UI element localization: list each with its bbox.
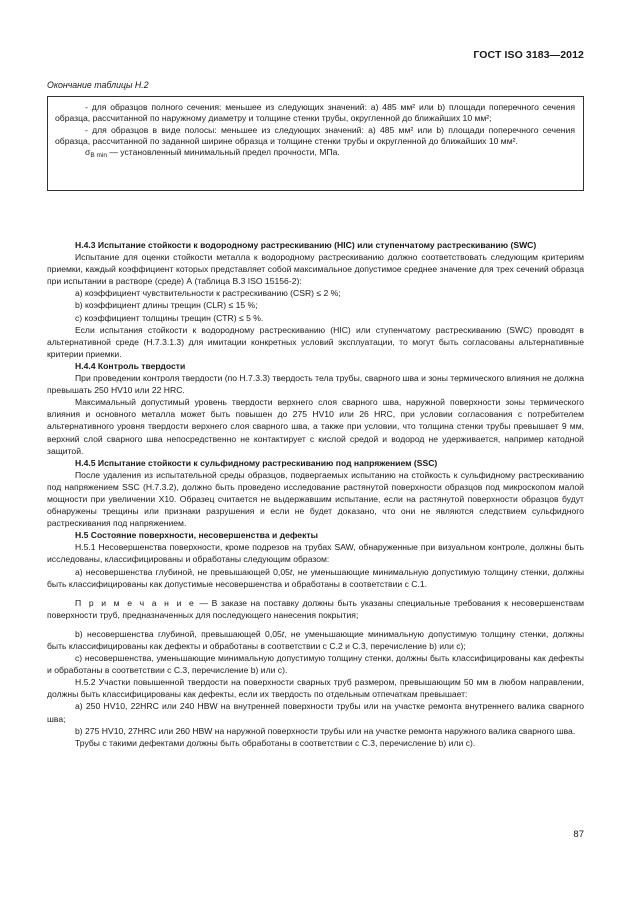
paragraph: При проведении контроля твердости (по Н.7.3.3) твердость тела трубы, сварного шва и зоны термического влияния не должна превышать 250 HV10 или 22 HRC.	[47, 373, 584, 396]
note-label: П р и м е ч а н и е	[75, 597, 196, 608]
text-fragment-italic: t	[281, 628, 285, 639]
text-fragment: , не уменьшающие минимальную допустимую толщину стенки, должны быть классифицированы как допустимые несовершенства и обработаны в соответствии с С.1.	[47, 566, 585, 589]
paragraph: Н.5.2 Участки повышенной твердости на поверхности сварных труб размером, превышающим 50 мм в любом направлении, должны быть классифицированы как дефекты, если их твердость по отдельным отпечаткам превышает:	[47, 677, 584, 700]
list-item	[47, 566, 584, 590]
table-row-sigma-definition	[55, 147, 575, 158]
section-heading-h45: Н.4.5 Испытание стойкости к сульфидному растрескиванию под напряжением (SSC)	[75, 457, 438, 468]
list-item: а) 250 HV10, 22HRC или 240 HBW на внутренней поверхности трубы или на участке ремонта внутреннего валика сварного шва;	[47, 701, 584, 724]
list-item	[47, 628, 584, 652]
text-fragment: b) несовершенства глубиной, превышающей 0,05	[75, 628, 282, 639]
page-number: 87	[573, 829, 584, 840]
paragraph: Если испытания стойкости к водородному растрескиванию (HIC) или ступенчатому растрескиванию (SWC) проводят в альтернативной среде (Н.7.3.1.3) для имитации конкретных условий эксплуатации, то могут быть согласованы альтернативные критерии приемки.	[47, 324, 584, 359]
paragraph: Максимальный допустимый уровень твердости верхнего слоя сварного шва, наружной поверхности зоны термического влияния и основного металла может быть повышен до 275 HV10 или 26 HRC, при условии согласования с потребителем альтернативного уровня твердости верхнего слоя сварного шва, а также при условии, что толщина стенки трубы превышает 9 мм, верхний слой сварного шва непосредственно не контактирует с кислой средой и водород не удерживается, например катодной защитой.	[47, 397, 584, 456]
paragraph: Трубы с такими дефектами должны быть обработаны в соответствии с С.3, перечисление b) или с).	[75, 737, 476, 748]
paragraph: Испытание для оценки стойкости металла к водородному растрескиванию должно соответствовать следующим критериям приемки, каждый коэффициент которых представляет собой максимальное допустимое среднее значение для трех сечений образца при испытании в растворе (среде) А (таблица В.3 ISO 15156-2):	[47, 252, 584, 287]
table-row-full-section: - для образцов полного сечения: меньшее из следующих значений: а) 485 мм² или b) площади поперечного сечения образца, рассчитанной по наружному диаметру и толщине стенки трубы, округленной до ближайших 10 мм²;	[55, 102, 575, 124]
paragraph: После удаления из испытательной среды образцов, подвергаемых испытанию на стойкость к сульфидному растрескиванию под напряжением SSC (Н.7.3.2), должно быть проведено исследование растянутой поверхности образцов под микроскопом малой мощности при увеличении Х10. Образец считается не выдержавшим испытание, если на растянутой поверхности образцов будут обнаружены трещины или признаки разрушения и если не будет доказано, что они не являются следствием сульфидного растрескивания под напряжением.	[47, 469, 584, 529]
table-continuation	[47, 96, 584, 191]
document-header: ГОСТ ISO 3183—2012	[473, 49, 584, 61]
text-fragment: , не уменьшающие минимальную допустимую толщину стенки, должны быть классифицированы как дефекты и обработаны в соответствии с С.2 и С.3, перечисление b) или с);	[47, 628, 584, 651]
list-item: b) коэффициент длины трещин (CLR) ≤ 15 %;	[75, 300, 258, 311]
note-text: — В заказе на поставку должны быть указаны специальные требования к несовершенствам поверхности труб, предназначенных для последующего нанесения покрытия;	[47, 597, 585, 620]
list-item: с) коэффициент толщины трещин (CTR) ≤ 5 %.	[75, 312, 264, 323]
sigma-subscript: B min	[90, 152, 107, 160]
text-fragment: а) несовершенства глубиной, не превышающей 0,05	[75, 566, 290, 577]
text-fragment-italic: t	[289, 566, 293, 577]
list-item: с) несовершенства, уменьшающие минимальную допустимую толщину стенки, должны быть классифицированы как дефекты и обработаны в соответствии с С.3, перечисление b) или с).	[47, 653, 584, 676]
sigma-symbol: σ	[85, 147, 91, 158]
section-heading-h43: Н.4.3 Испытание стойкости к водородному растрескиванию (HIC) или ступенчатому растрескиванию (SWC)	[75, 240, 537, 250]
list-item: b) 275 HV10, 27HRC или 260 HBW на наружной поверхности трубы или на участке ремонта наружного валика сварного шва.	[75, 725, 576, 736]
paragraph: Н.5.1 Несовершенства поверхности, кроме подрезов на трубах SAW, обнаруженные при визуальном контроле, должны быть исследованы, классифицированы и обработаны следующим образом:	[47, 542, 584, 565]
section-heading-h5: Н.5 Состояние поверхности, несовершенства и дефекты	[75, 530, 318, 541]
sigma-definition-text: — установленный минимальный предел прочности, МПа.	[106, 147, 340, 158]
note	[47, 597, 584, 621]
main-text	[47, 239, 584, 749]
list-item: а) коэффициент чувствительности к растрескиванию (CSR) ≤ 2 %;	[75, 288, 341, 299]
table-row-strip-specimen: - для образцов в виде полосы: меньшее из следующих значений: а) 485 мм² или b) площади поперечного сечения образца, рассчитанной по заданной ширине образца и толщине стенки трубы и округленной до ближайших 10 мм².	[55, 124, 575, 146]
section-heading-h44: Н.4.4 Контроль твердости	[75, 360, 186, 371]
table-caption: Окончание таблицы Н.2	[47, 80, 149, 90]
